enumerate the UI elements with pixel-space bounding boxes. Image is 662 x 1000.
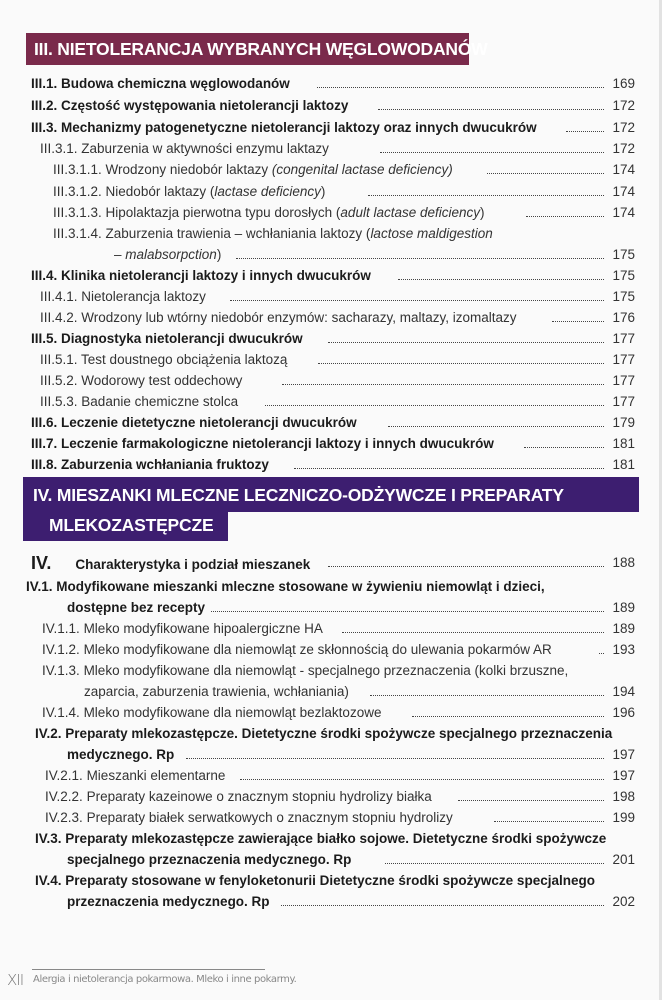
toc-entry-iv-3-continued[interactable]: specjalnego przeznaczenia medycznego. Rp 201	[0, 850, 662, 870]
dot-leader	[494, 821, 604, 822]
dot-leader	[388, 426, 604, 427]
toc-entry-iv-1-3-continued[interactable]: zaparcia, zaburzenia trawienia, wchłaniania) 194	[0, 682, 662, 702]
page-number: 194	[612, 684, 635, 699]
page-number: 202	[612, 894, 635, 909]
toc-entry-iv-4-continued[interactable]: przeznaczenia medycznego. Rp 202	[0, 892, 662, 912]
dot-leader	[412, 716, 604, 717]
footer-book-title: Alergia i nietolerancja pokarmowa. Mleko i inne pokarmy.	[33, 974, 297, 985]
page-number: 175	[612, 247, 635, 262]
dot-leader	[370, 695, 604, 696]
toc-entry-iv-1[interactable]: IV.1. Modyfikowane mieszanki mleczne stosowane w żywieniu niemowląt i dzieci,	[26, 579, 545, 594]
dot-leader	[380, 152, 604, 153]
page-number: 174	[612, 162, 635, 177]
toc-entry-iii-4-2[interactable]: III.4.2. Wrodzony lub wtórny niedobór enzymów: sacharazy, maltazy, izomaltazy 176	[0, 308, 662, 328]
dot-leader	[398, 279, 604, 280]
dot-leader	[526, 216, 604, 217]
dot-leader	[599, 653, 604, 654]
page-number: 172	[612, 120, 635, 135]
section-iv-heading-continued: MLEKOZASTĘPCZE	[23, 511, 228, 541]
page-number: 177	[612, 331, 635, 346]
toc-entry-iii-3-1-2[interactable]: III.3.1.2. Niedobór laktazy (lactase deficiency) 174	[0, 182, 662, 202]
page-number: 181	[612, 457, 635, 472]
toc-entry-iv[interactable]: IV. Charakterystyka i podział mieszanek 188	[31, 553, 635, 573]
dot-leader	[265, 405, 604, 406]
toc-entry-iii-3[interactable]: III.3. Mechanizmy patogenetyczne nietolerancji laktozy oraz innych dwucukrów 172	[0, 118, 662, 138]
dot-leader	[294, 468, 604, 469]
dot-leader	[281, 905, 604, 906]
page-number: 197	[612, 768, 635, 783]
page-number: 174	[612, 205, 635, 220]
toc-entry-iv-2[interactable]: IV.2. Preparaty mlekozastępcze. Dietetyczne środki spożywcze specjalnego przeznaczenia	[35, 726, 613, 741]
toc-entry-iv-1-continued[interactable]: dostępne bez recepty 189	[0, 598, 662, 618]
footer-page-number: XII	[7, 971, 24, 989]
page-number: 169	[612, 76, 635, 91]
dot-leader	[458, 800, 604, 801]
page-number: 177	[612, 352, 635, 367]
section-iii-heading: III. NIETOLERANCJA WYBRANYCH WĘGLOWODANÓW	[26, 33, 469, 65]
dot-leader	[566, 131, 604, 132]
page-number: 201	[612, 852, 635, 867]
page-number: 175	[612, 289, 635, 304]
dot-leader	[378, 109, 604, 110]
dot-leader	[524, 447, 604, 448]
page-number: 177	[612, 373, 635, 388]
section-iv-heading: IV. MIESZANKI MLECZNE LECZNICZO-ODŻYWCZE I PREPARATY	[23, 477, 639, 512]
page-number: 181	[612, 436, 635, 451]
dot-leader	[186, 758, 604, 759]
page-number: 172	[612, 141, 635, 156]
toc-entry-iv-2-1[interactable]: IV.2.1. Mieszanki elementarne 197	[0, 766, 662, 786]
page-number: 174	[612, 184, 635, 199]
dot-leader	[328, 566, 604, 567]
page-number: 193	[612, 642, 635, 657]
dot-leader	[552, 321, 604, 322]
dot-leader	[230, 300, 604, 301]
page-number: 179	[612, 415, 635, 430]
toc-entry-iii-3-1-3[interactable]: III.3.1.3. Hipolaktazja pierwotna typu dorosłych (adult lactase deficiency) 174	[0, 203, 662, 223]
toc-entry-iii-5-1[interactable]: III.5.1. Test doustnego obciążenia laktozą 177	[0, 350, 662, 370]
toc-entry-iv-1-1[interactable]: IV.1.1. Mleko modyfikowane hipoalergiczne HA 189	[0, 619, 662, 639]
page-number: 172	[612, 98, 635, 113]
toc-entry-iii-1[interactable]: III.1. Budowa chemiczna węglowodanów 169	[0, 74, 662, 94]
dot-leader	[236, 258, 604, 259]
toc-entry-iv-2-continued[interactable]: medycznego. Rp 197	[0, 745, 662, 765]
page-number: 176	[612, 310, 635, 325]
toc-entry-iv-1-3[interactable]: IV.1.3. Mleko modyfikowane dla niemowląt - specjalnego przeznaczenia (kolki brzuszne,	[42, 663, 569, 678]
toc-entry-iv-1-2[interactable]: IV.1.2. Mleko modyfikowane dla niemowląt ze skłonnością do ulewania pokarmów AR 193	[0, 640, 662, 660]
toc-entry-iv-2-2[interactable]: IV.2.2. Preparaty kazeinowe o znacznym stopniu hydrolizy białka 198	[0, 787, 662, 807]
toc-entry-iv-4[interactable]: IV.4. Preparaty stosowane w fenyloketonurii Dietetyczne środki spożywcze specjalnego	[35, 873, 595, 888]
page-number: 188	[612, 555, 635, 570]
page-number: 198	[612, 789, 635, 804]
dot-leader	[317, 87, 604, 88]
toc-entry-iv-2-3[interactable]: IV.2.3. Preparaty białek serwatkowych o znacznym stopniu hydrolizy 199	[0, 808, 662, 828]
dot-leader	[368, 195, 604, 196]
toc-entry-iii-4[interactable]: III.4. Klinika nietolerancji laktozy i innych dwucukrów 175	[0, 266, 662, 286]
dot-leader	[240, 779, 604, 780]
toc-entry-iii-7[interactable]: III.7. Leczenie farmakologiczne nietolerancji laktozy i innych dwucukrów 181	[0, 434, 662, 454]
dot-leader	[211, 611, 604, 612]
page-number: 199	[612, 810, 635, 825]
toc-entry-iii-2[interactable]: III.2. Częstość występowania nietolerancji laktozy 172	[0, 96, 662, 116]
page-number: 197	[612, 747, 635, 762]
toc-entry-iii-5-2[interactable]: III.5.2. Wodorowy test oddechowy 177	[0, 371, 662, 391]
page-number: 196	[612, 705, 635, 720]
toc-entry-iii-3-1-1[interactable]: III.3.1.1. Wrodzony niedobór laktazy (congenital lactase deficiency) 174	[0, 160, 662, 180]
toc-entry-iv-3[interactable]: IV.3. Preparaty mlekozastępcze zawierające białko sojowe. Dietetyczne środki spożywcze	[35, 831, 607, 846]
toc-entry-iii-3-1[interactable]: III.3.1. Zaburzenia w aktywności enzymu laktazy 172	[0, 139, 662, 159]
toc-entry-iv-1-4[interactable]: IV.1.4. Mleko modyfikowane dla niemowląt bezlaktozowe 196	[0, 703, 662, 723]
dot-leader	[318, 363, 604, 364]
footer-rule	[32, 969, 265, 970]
toc-entry-iii-5[interactable]: III.5. Diagnostyka nietolerancji dwucukrów 177	[0, 329, 662, 349]
page-number: 177	[612, 394, 635, 409]
toc-entry-iii-3-1-4-continued[interactable]: – malabsorpction) 175	[0, 245, 662, 265]
dot-leader	[487, 173, 604, 174]
dot-leader	[385, 863, 604, 864]
dot-leader	[328, 342, 604, 343]
toc-entry-iii-8[interactable]: III.8. Zaburzenia wchłaniania fruktozy 181	[0, 455, 662, 475]
page-number: 189	[612, 621, 635, 636]
page-number: 175	[612, 268, 635, 283]
page-number: 189	[612, 600, 635, 615]
dot-leader	[282, 384, 604, 385]
toc-entry-iii-4-1[interactable]: III.4.1. Nietolerancja laktozy 175	[0, 287, 662, 307]
toc-entry-iii-6[interactable]: III.6. Leczenie dietetyczne nietolerancji dwucukrów 179	[0, 413, 662, 433]
toc-entry-iii-5-3[interactable]: III.5.3. Badanie chemiczne stolca 177	[0, 392, 662, 412]
dot-leader	[342, 632, 604, 633]
toc-entry-iii-3-1-4[interactable]: III.3.1.4. Zaburzenia trawienia – wchłaniania laktozy (lactose maldigestion	[53, 226, 493, 241]
